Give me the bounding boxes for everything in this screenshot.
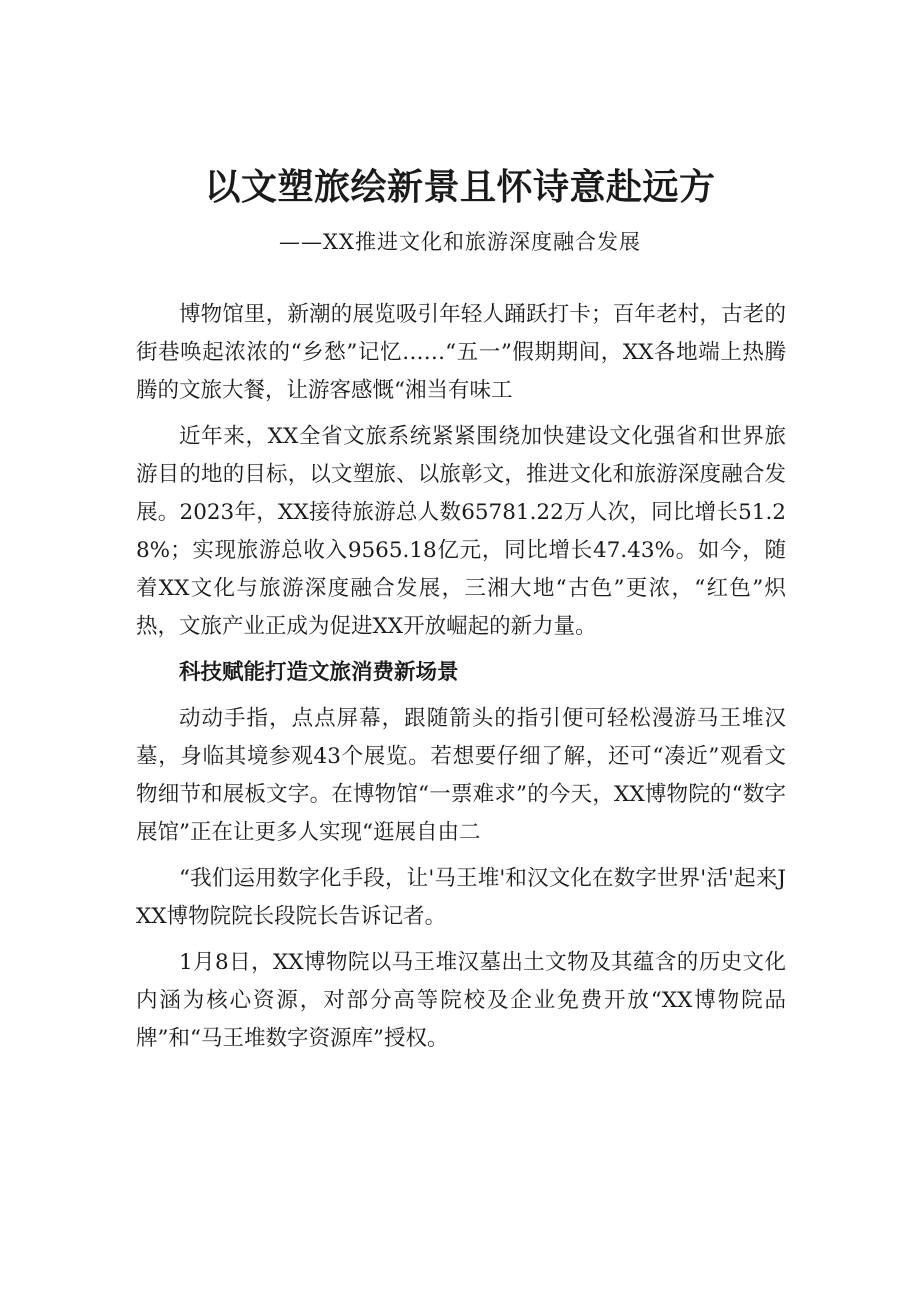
section-heading: 科技赋能打造文旅消费新场景 [179, 660, 459, 685]
paragraph-overview: 近年来，XX全省文旅系统紧紧围绕加快建设文化强省和世界旅游目的地的目标，以文塑旅、以旅彰文，推进文化和旅游深度融合发展。2023年，XX接待旅游总人数65781.22万人次，同比增长51.28%；实现旅游总收入9565.18亿元，同比增长47.43%。如今，随着XX文化与旅游深度融合发展，三湘大地“古色”更浓，“红色”炽热，文旅产业正成为促进XX开放崛起的新力量。 [136, 424, 786, 639]
document-subtitle: ——XX推进文化和旅游深度融合发展 [279, 230, 641, 254]
document-title: 以文塑旅绘新景且怀诗意赴远方 [204, 167, 716, 208]
paragraph-authorization: 1月8日，XX博物院以马王堆汉墓出土文物及其蕴含的历史文化内涵为核心资源，对部分高等院校及企业免费开放“XX博物院品牌”和“马王堆数字资源库”授权。 [136, 950, 786, 1051]
paragraph-intro: 博物馆里，新潮的展览吸引年轻人踊跃打卡；百年老村，古老的街巷唤起浓浓的“乡愁”记忆……“五一”假期期间，XX各地端上热腾腾的文旅大餐，让游客感慨“湘当有味工 [136, 302, 786, 403]
paragraph-digital-museum: 动动手指，点点屏幕，跟随箭头的指引便可轻松漫游马王堆汉墓，身临其境参观43个展览。若想要仔细了解，还可“凑近”观看文物细节和展板文字。在博物馆“一票难求”的今天，XX博物院的“数字展馆”正在让更多人实现“逛展自由二 [136, 706, 786, 845]
document-body [136, 296, 786, 1066]
paragraph-quote: “我们运用数字化手段，让'马王堆'和汉文化在数字世界'活'起来JXX博物院院长段院长告诉记者。 [136, 866, 786, 929]
